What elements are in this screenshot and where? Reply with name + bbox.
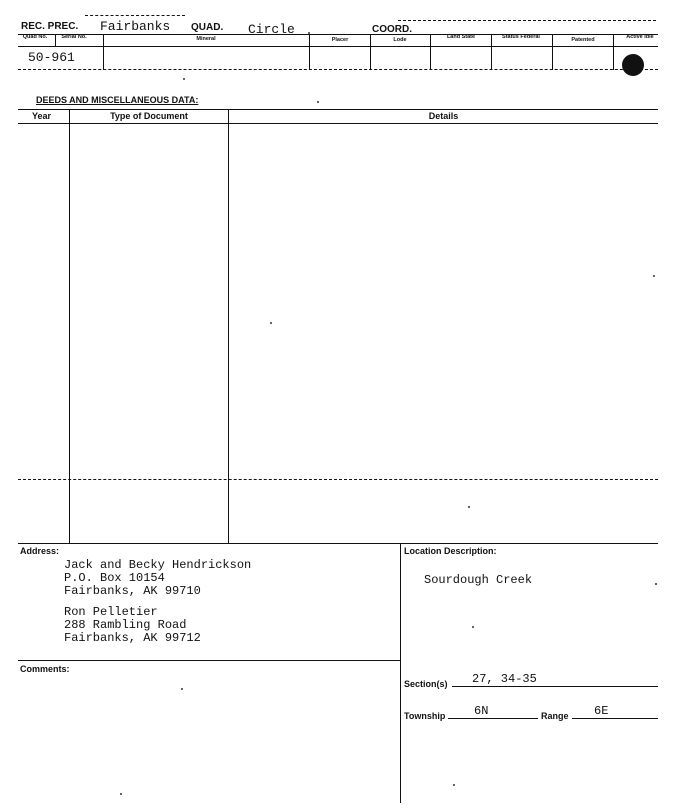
scan-speck bbox=[453, 784, 455, 786]
divider bbox=[552, 34, 553, 70]
scan-speck bbox=[183, 78, 185, 80]
header-rule-upper bbox=[85, 15, 185, 16]
range-value: 6E bbox=[594, 704, 609, 718]
quad-no-value: 50-961 bbox=[28, 50, 75, 65]
location-value: Sourdough Creek bbox=[424, 573, 533, 587]
address-label: Address: bbox=[20, 546, 60, 556]
township-value: 6N bbox=[474, 704, 489, 718]
divider bbox=[430, 34, 431, 70]
divider bbox=[103, 34, 104, 70]
scan-speck bbox=[308, 32, 310, 34]
scan-speck bbox=[655, 583, 657, 585]
deeds-col-divider bbox=[228, 109, 229, 543]
col-status-federal: Status Federal bbox=[502, 34, 540, 40]
divider bbox=[55, 34, 56, 47]
quad-value: Circle bbox=[248, 22, 295, 37]
range-label: Range bbox=[541, 711, 569, 721]
address-location-divider bbox=[400, 543, 401, 803]
sections-value: 27, 34-35 bbox=[472, 672, 537, 686]
address-line: Jack and Becky Hendrickson bbox=[64, 558, 252, 572]
deeds-rule-top bbox=[18, 109, 658, 110]
header-rule-bottom bbox=[18, 69, 658, 70]
deeds-col-divider bbox=[69, 109, 70, 543]
col-serial-no: Serial No. bbox=[61, 34, 87, 40]
address-line: 288 Rambling Road bbox=[64, 618, 187, 632]
address-line: Fairbanks, AK 99710 bbox=[64, 584, 201, 598]
rec-prec-value: Fairbanks bbox=[100, 19, 171, 34]
header-rule-top bbox=[18, 34, 658, 35]
scan-speck bbox=[653, 275, 655, 277]
col-details: Details bbox=[428, 111, 459, 121]
rec-prec-label: REC. PREC. bbox=[21, 21, 79, 32]
deeds-rule-header bbox=[18, 123, 658, 124]
header-rule-mid bbox=[18, 46, 658, 47]
scan-speck bbox=[181, 688, 183, 690]
divider bbox=[370, 34, 371, 70]
col-active: Active Idle bbox=[626, 34, 654, 40]
scan-speck bbox=[270, 322, 272, 324]
divider bbox=[309, 34, 310, 70]
col-year: Year bbox=[32, 111, 52, 121]
range-underline bbox=[572, 718, 658, 719]
header-rule-coord bbox=[398, 20, 656, 21]
divider bbox=[613, 34, 614, 70]
col-patented: Patented bbox=[571, 37, 595, 43]
sections-underline bbox=[452, 686, 658, 687]
deeds-section-title: DEEDS AND MISCELLANEOUS DATA: bbox=[36, 95, 199, 105]
col-placer: Placer bbox=[331, 37, 349, 43]
address-block bbox=[64, 559, 251, 645]
scan-speck bbox=[468, 506, 470, 508]
col-lode: Lode bbox=[393, 37, 407, 43]
scan-speck bbox=[472, 626, 474, 628]
sections-label: Section(s) bbox=[404, 679, 448, 689]
address-line: Fairbanks, AK 99712 bbox=[64, 631, 201, 645]
scan-speck bbox=[120, 793, 122, 795]
deeds-rule-dashed bbox=[18, 479, 658, 480]
quad-label: QUAD. bbox=[191, 22, 224, 33]
township-label: Township bbox=[404, 711, 446, 721]
col-mineral: Mineral bbox=[196, 36, 216, 42]
scan-speck bbox=[317, 101, 319, 103]
location-label: Location Description: bbox=[404, 546, 497, 556]
divider bbox=[491, 34, 492, 70]
col-quad-no: Quad No. bbox=[22, 34, 48, 40]
active-marker bbox=[622, 54, 644, 76]
comments-label: Comments: bbox=[20, 664, 70, 674]
deeds-rule-bottom bbox=[18, 543, 658, 544]
address-line: P.O. Box 10154 bbox=[64, 571, 165, 585]
address-line: Ron Pelletier bbox=[64, 605, 158, 619]
col-land-status: Land State bbox=[446, 34, 476, 40]
col-type-of-document: Type of Document bbox=[110, 111, 188, 121]
address-comments-rule bbox=[18, 660, 400, 661]
coord-label: COORD. bbox=[372, 24, 412, 35]
township-underline bbox=[448, 718, 538, 719]
